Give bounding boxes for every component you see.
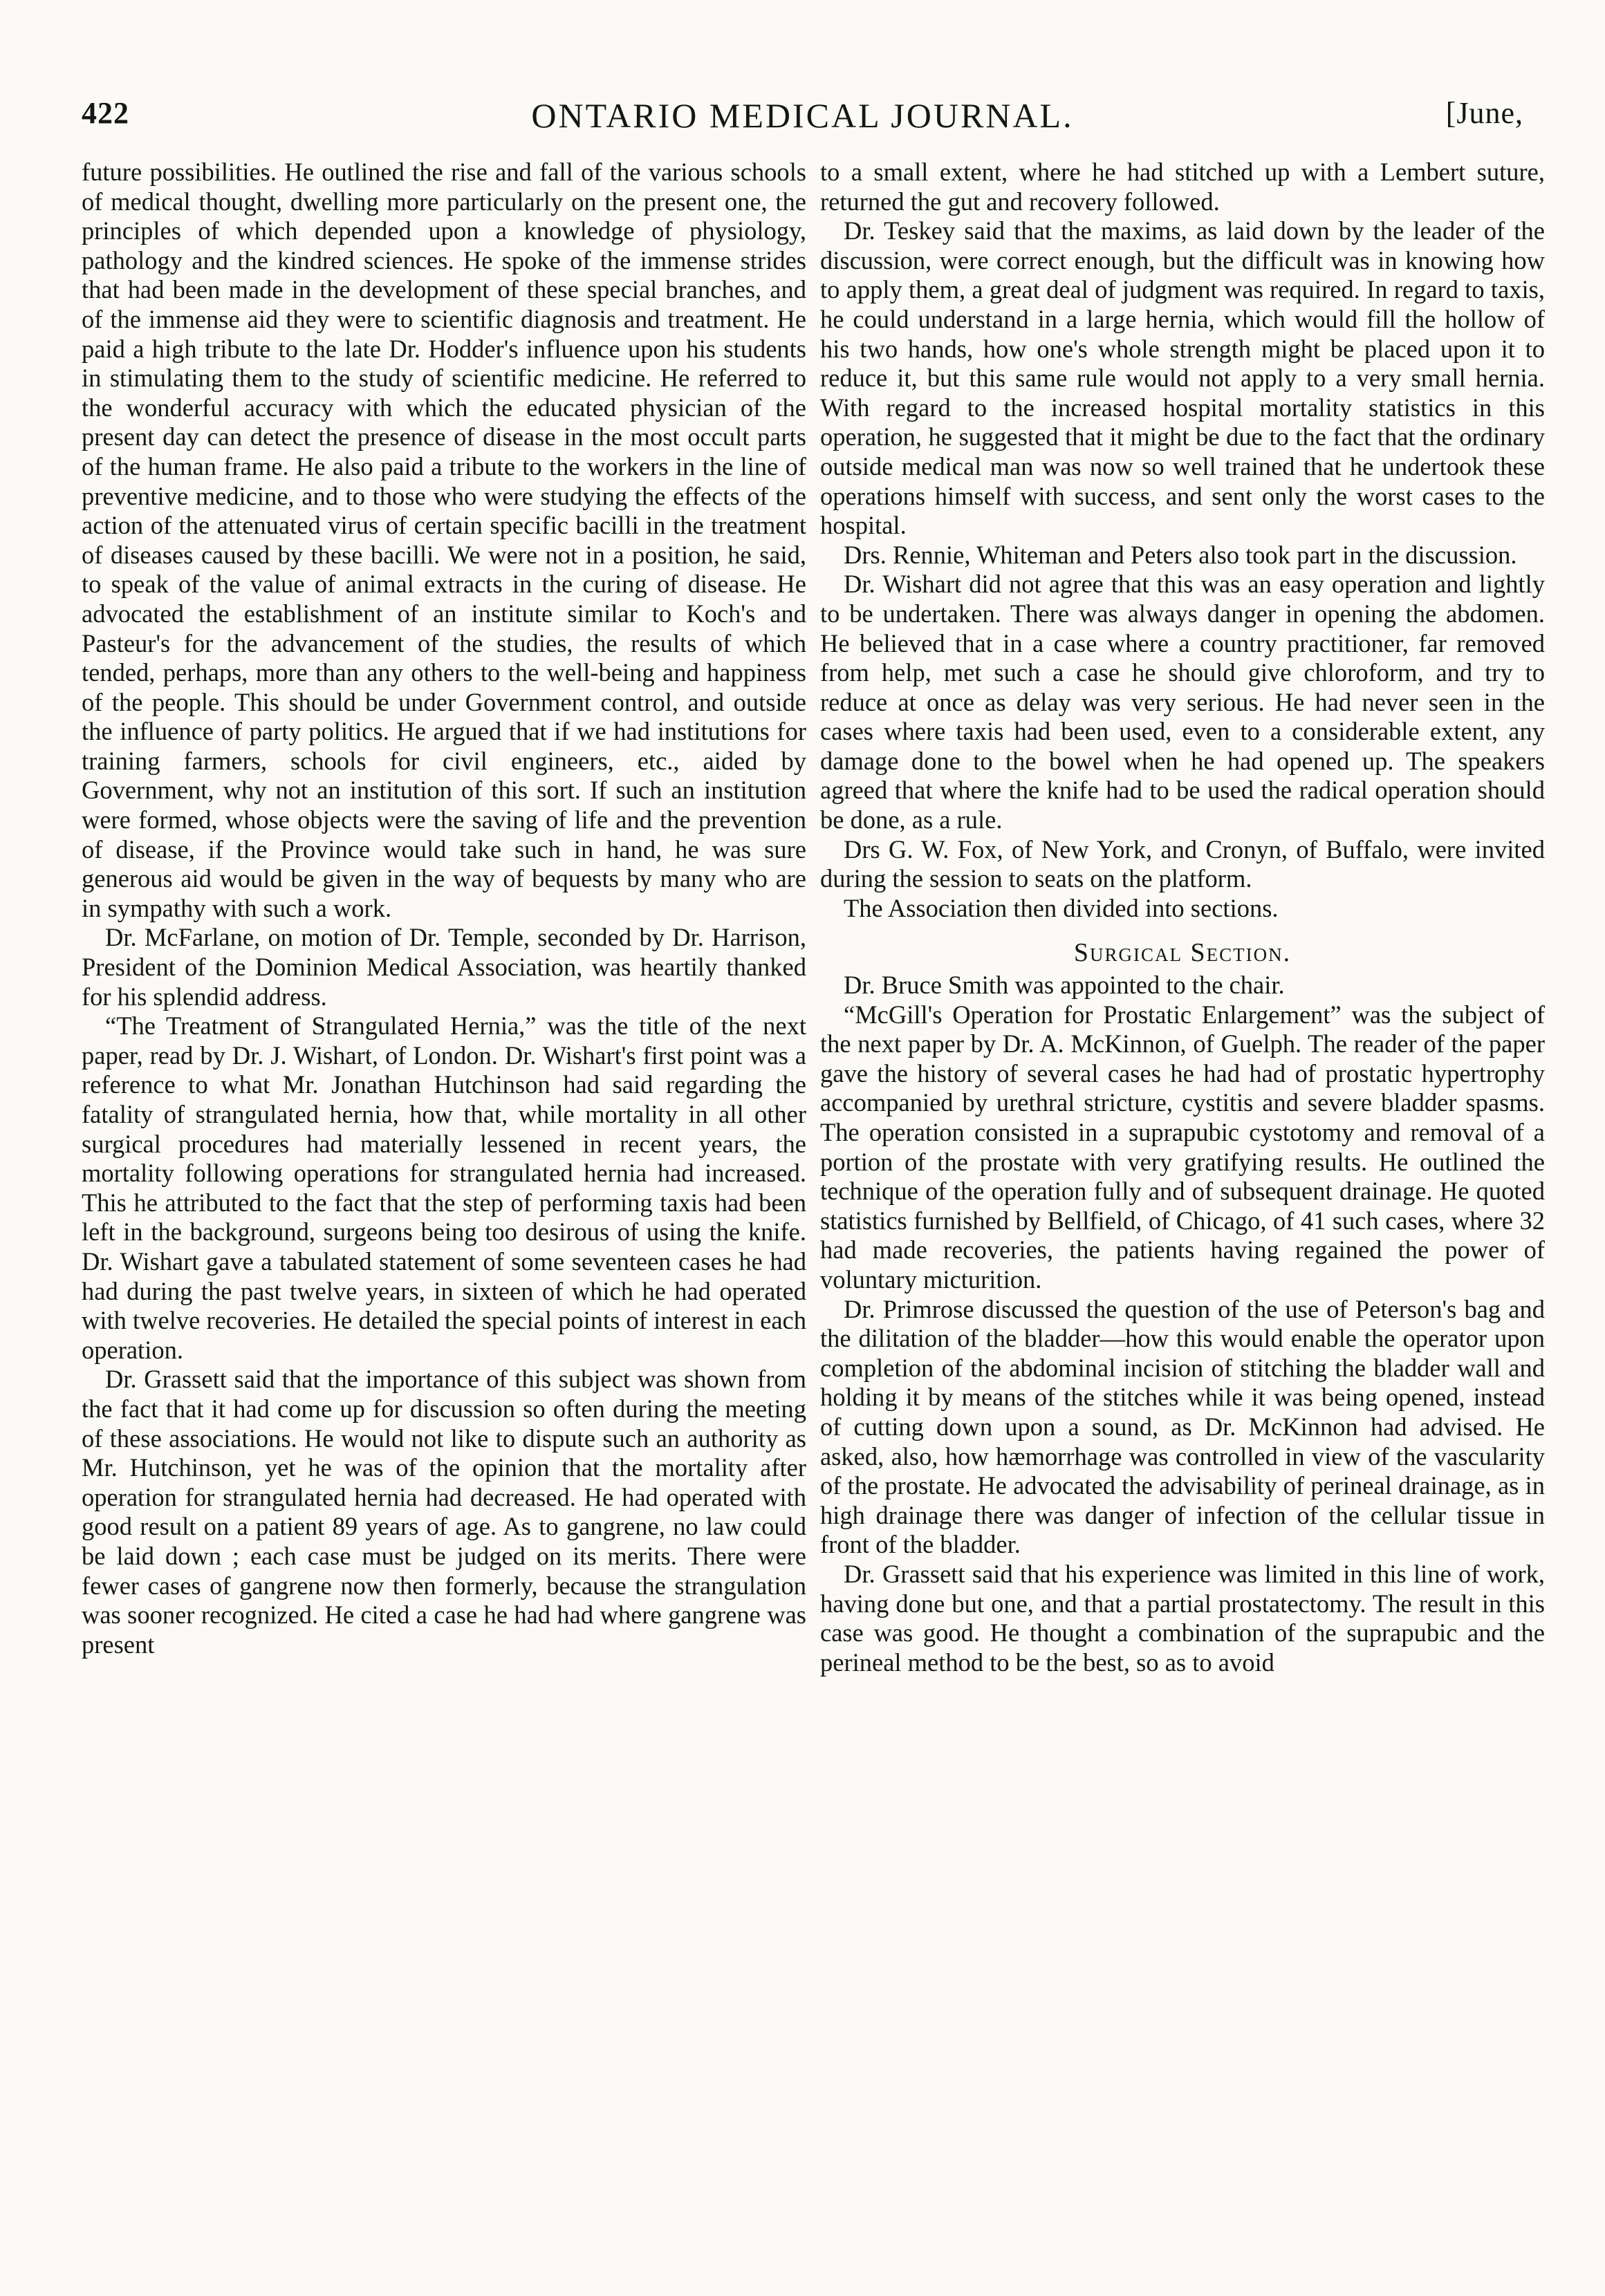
paragraph: Dr. Teskey said that the maxims, as laid down by the leader of the discussion, were correct enough, but the difficult was in knowing how to apply them, a great deal of judgment was required. In regard to taxis, he could understand in a large hernia, which would fill the hollow of his two hands, how one's whole strength might be placed upon it to reduce it, but this same rule would not apply to a very small hernia. With regard to the increased hospital mortality statistics in this operation, he suggested that it might be due to the fact that the ordinary outside medical man was now so well trained that he undertook these operations himself with success, and sent only the worst cases to the hospital. [820, 216, 1545, 540]
paragraph: The Association then divided into sections. [844, 893, 1279, 922]
journal-title: ONTARIO MEDICAL JOURNAL. [531, 96, 1074, 135]
paragraph: “The Treatment of Strangulated Hernia,” was the title of the next paper, read by Dr. J. Wishart, of London. Dr. Wishart's first point was a reference to what Mr. Jonathan Hutchinson had said regarding the fatality of strangulated hernia, how that, while mortality in all other surgical procedures had materially lessened in recent years, the mortality following operations for strangulated hernia had increased. This he attributed to the fact that the step of performing taxis had been left in the background, surgeons being too desirous of using the knife. Dr. Wishart gave a tabulated statement of some seventeen cases he had had during the past twelve years, in sixteen of which he had operated with twelve recoveries. He detailed the special points of interest in each operation. [82, 1011, 806, 1364]
paragraph: Dr. Primrose discussed the question of the use of Peterson's bag and the dilitation of the bladder—how this would enable the operator upon completion of the abdominal incision of stitching the bladder wall and holding it by means of the stitches while it was being opened, instead of cutting down upon a sound, as Dr. McKinnon had advised. He asked, also, how hæmorrhage was controlled in view of the vascularity of the prostate. He advocated the advisability of perineal drainage, as in high drainage there was danger of infection of the cellular tissue in front of the bladder. [820, 1294, 1545, 1559]
paragraph: Drs G. W. Fox, of New York, and Cronyn, of Buffalo, were invited during the session to seats on the platform. [820, 834, 1545, 893]
paragraph: Dr. McFarlane, on motion of Dr. Temple, seconded by Dr. Harrison, President of the Dominion Medical Association, was heartily thanked for his splendid address. [82, 923, 806, 1011]
paragraph: Drs. Rennie, Whiteman and Peters also took part in the discussion. [844, 540, 1517, 569]
paragraph: Dr. Wishart did not agree that this was an easy operation and lightly to be undertaken. There was always danger in opening the abdomen. He believed that in a case where a country practitioner, far removed from help, met such a case he should give chloroform, and try to reduce at once as delay was very serious. He had never seen in the cases where taxis had been used, even to a considerable extent, any damage done to the bowel when he had opened up. The speakers agreed that where the knife had to be used the radical operation should be done, as a rule. [820, 570, 1545, 834]
page-number: 422 [82, 96, 129, 130]
issue-month: [June, [1445, 96, 1523, 130]
paragraph: Dr. Grassett said that his experience was limited in this line of work, having done but one, and that a partial prostatectomy. The result in this case was good. He thought a combination of the suprapubic and the perineal method to be the best, so as to avoid [820, 1559, 1545, 1677]
paragraph: Dr. Grassett said that the importance of this subject was shown from the fact that it had come up for discussion so often during the meeting of these associations. He would not like to dispute such an authority as Mr. Hutchinson, yet he was of the opinion that the mortality after operation for strangulated hernia had decreased. He had operated with good result on a patient 89 years of age. As to gangrene, no law could be laid down ; each case must be judged on its merits. There were fewer cases of gangrene now then formerly, because the strangulation was sooner recognized. He cited a case he had had where gangrene was present [82, 1365, 806, 1659]
paragraph: “McGill's Operation for Prostatic Enlargement” was the subject of the next paper by Dr. A. McKinnon, of Guelph. The reader of the paper gave the history of several cases he had had of prostatic hypertrophy accompanied by urethral stricture, cystitis and severe bladder spasms. The operation consisted in a suprapubic cystotomy and removal of a portion of the prostate with very gratifying results. He outlined the technique of the operation fully and of subsequent drainage. He quoted statistics furnished by Bellfield, of Chicago, of 41 such cases, where 32 had made recoveries, the patients having regained the power of voluntary micturition. [820, 1000, 1545, 1294]
section-heading: Surgical Section. [1073, 938, 1292, 968]
left-column [82, 158, 806, 2259]
paragraph: to a small extent, where he had stitched up with a Lembert suture, returned the gut and recovery followed. [820, 158, 1545, 216]
running-head [82, 95, 1523, 137]
paragraph: future possibilities. He outlined the rise and fall of the various schools of medical thought, dwelling more particularly on the present one, the principles of which depended upon a knowledge of physiology, pathology and the kindred sciences. He spoke of the immense strides that had been made in the development of these special branches, and of the immense aid they were to scientific diagnosis and treatment. He paid a high tribute to the late Dr. Hodder's influence upon his students in stimulating them to the study of scientific medicine. He referred to the wonderful accuracy with which the educated physician of the present day can detect the presence of disease in the most occult parts of the human frame. He also paid a tribute to the workers in the line of preventive medicine, and to those who were studying the effects of the action of the attenuated virus of certain specific bacilli in the treatment of diseases caused by these bacilli. We were not in a position, he said, to speak of the value of animal extracts in the curing of disease. He advocated the establishment of an institute similar to Koch's and Pasteur's for the advancement of the studies, the results of which tended, perhaps, more than any others to the well-being and happiness of the people. This should be under Government control, and outside the influence of party politics. He argued that if we had institutions for training farmers, schools for civil engineers, etc., aided by Government, why not an institution of this sort. If such an institution were formed, whose objects were the saving of life and the prevention of disease, if the Province would take such in hand, he was sure generous aid would be given in the way of bequests by many who are in sympathy with such a work. [82, 158, 806, 922]
paragraph: Dr. Bruce Smith was appointed to the chair. [844, 971, 1285, 1000]
right-column [820, 158, 1545, 2259]
